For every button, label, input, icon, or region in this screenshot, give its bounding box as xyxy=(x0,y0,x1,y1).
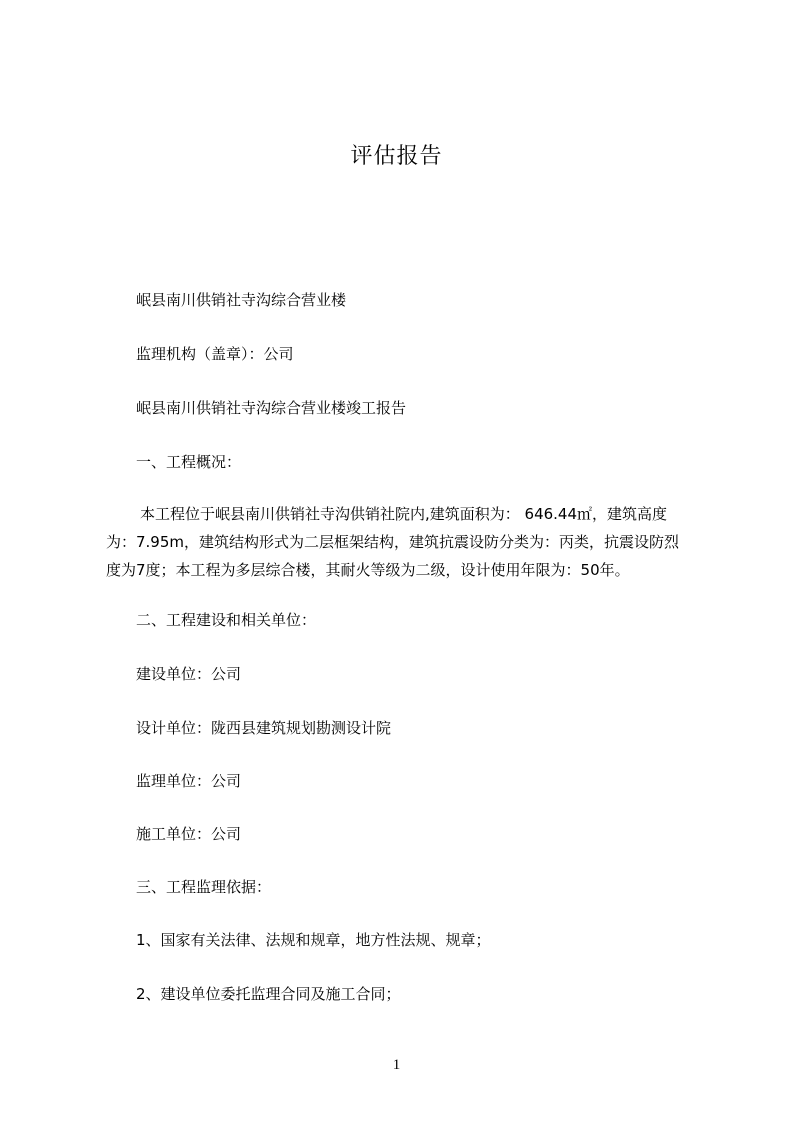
page-number: 1 xyxy=(392,1057,401,1073)
overview-line-1: 本工程位于岷县南川供销社寺沟供销社院内,建筑面积为： 646.44㎡，建筑高度 xyxy=(140,505,668,523)
basis-item-1: 1、国家有关法律、法规和规章，地方性法规、规章； xyxy=(136,931,491,949)
supervision-unit: 监理单位：公司 xyxy=(136,772,242,790)
section-3-heading: 三、工程监理依据： xyxy=(136,878,272,896)
basis-item-2: 2、建设单位委托监理合同及施工合同； xyxy=(136,985,401,1003)
section-1-heading: 一、工程概况： xyxy=(136,453,242,471)
overview-line-3: 度为7度；本工程为多层综合楼，其耐火等级为二级，设计使用年限为：50年。 xyxy=(106,561,630,579)
design-unit: 设计单位：陇西县建筑规划勘测设计院 xyxy=(136,719,392,737)
document-title: 评估报告 xyxy=(350,144,443,169)
supervisor-organization: 监理机构（盖章）：公司 xyxy=(136,345,294,363)
section-2-heading: 二、工程建设和相关单位： xyxy=(136,611,317,629)
construction-unit: 施工单位：公司 xyxy=(136,825,242,843)
project-name: 岷县南川供销社寺沟综合营业楼 xyxy=(136,291,347,309)
report-name: 岷县南川供销社寺沟综合营业楼竣工报告 xyxy=(136,399,407,417)
overview-line-2: 为：7.95m，建筑结构形式为二层框架结构，建筑抗震设防分类为：丙类，抗震设防烈 xyxy=(106,533,680,551)
project-overview-paragraph xyxy=(106,500,702,584)
owner-unit: 建设单位：公司 xyxy=(136,665,242,683)
